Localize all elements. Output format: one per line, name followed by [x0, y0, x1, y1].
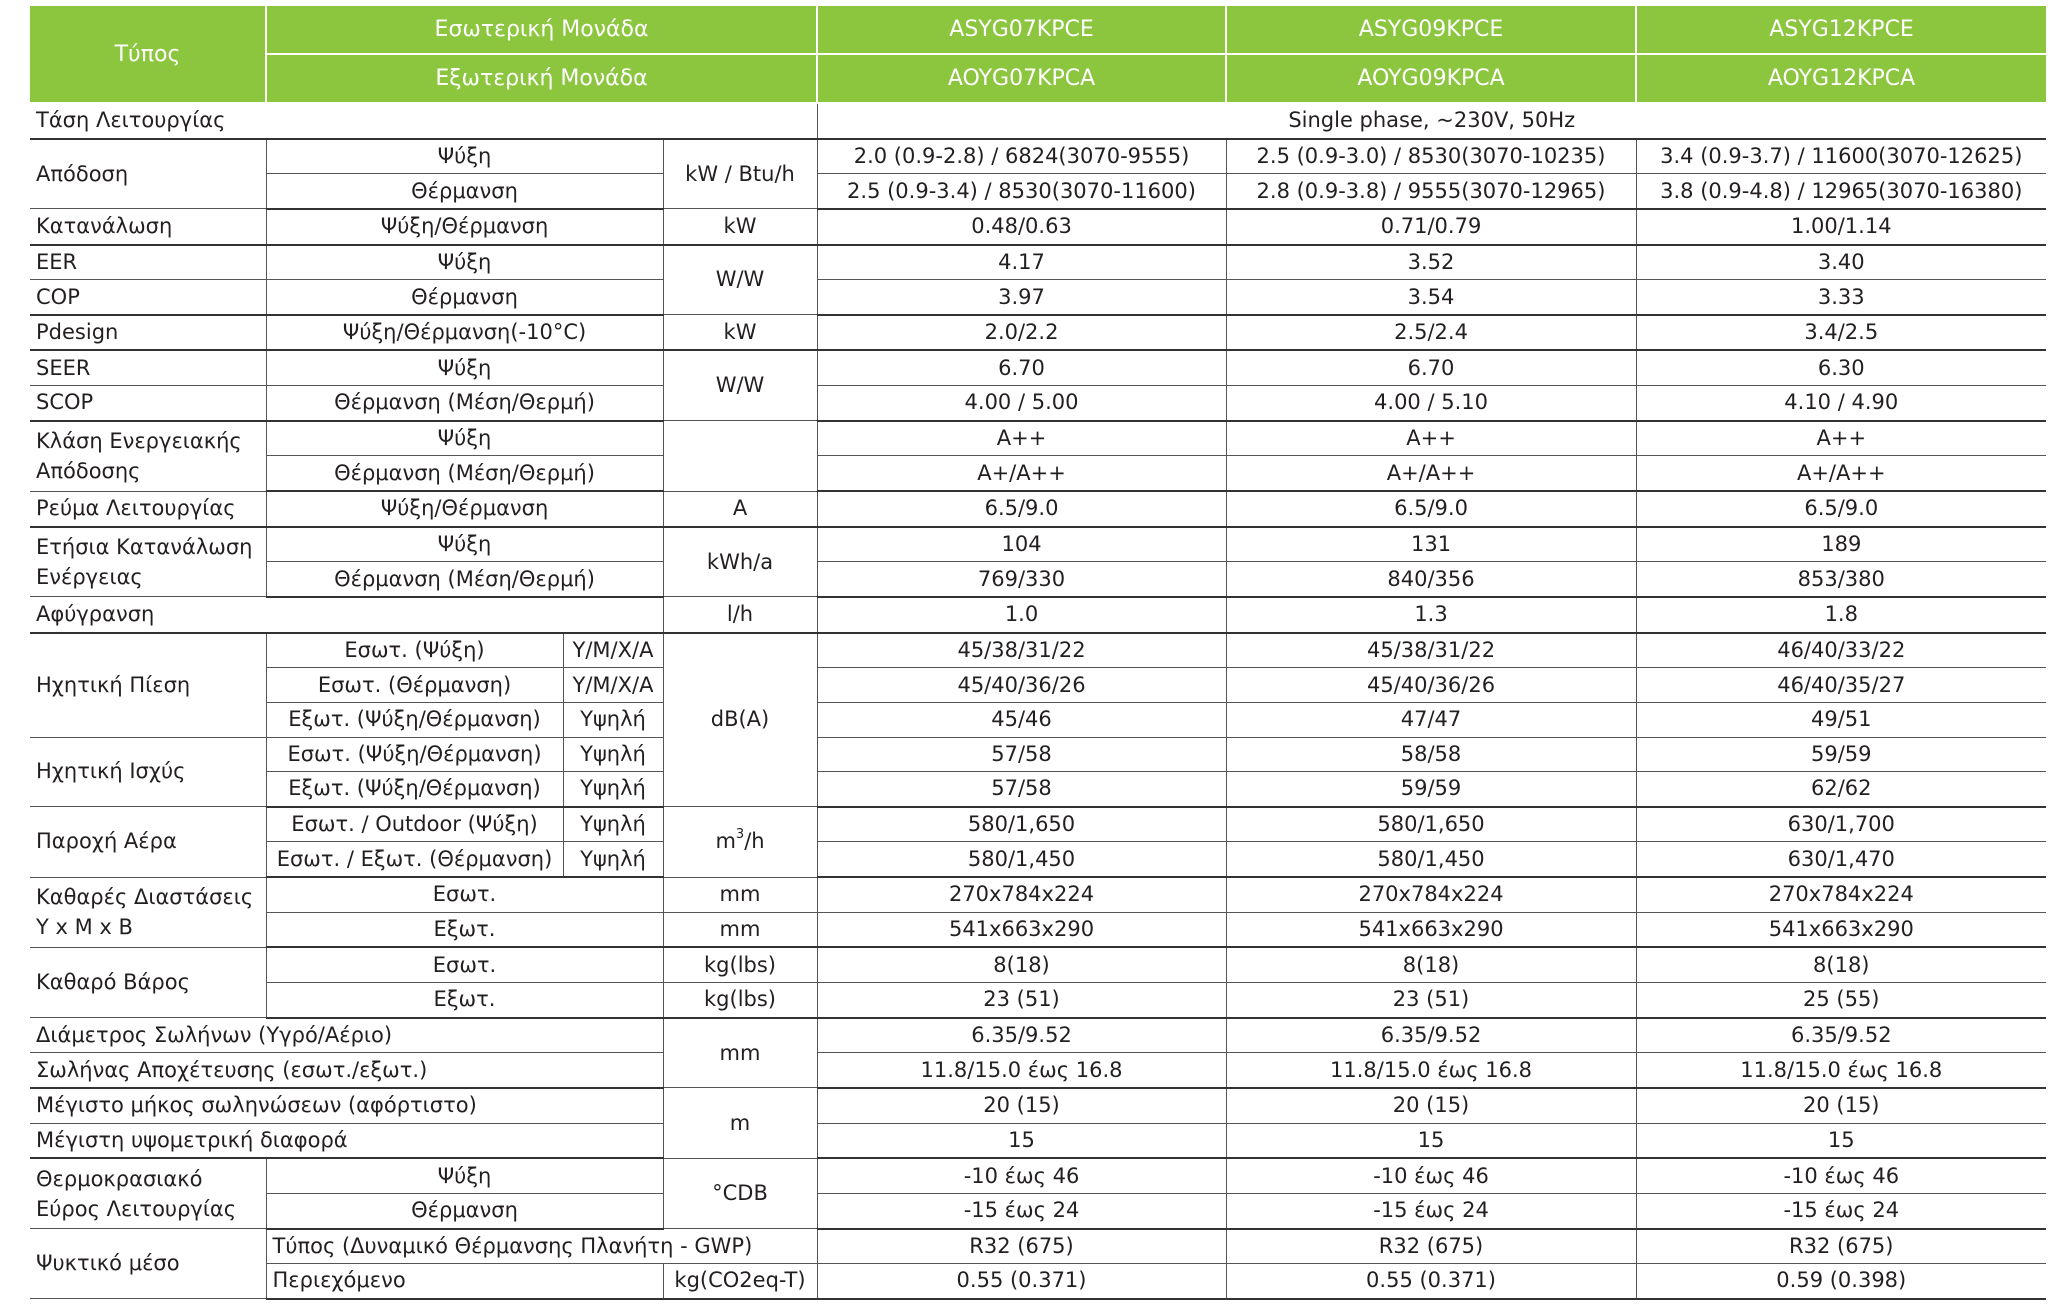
weight-indoor-unit: kg(lbs) [663, 947, 817, 982]
current-mode: Ψύξη/Θέρμανση [266, 491, 663, 527]
sound-row-1 [30, 633, 2046, 668]
indoor-unit-header: Εσωτερική Μονάδα [266, 6, 817, 54]
annual-energy-cooling-value-2: 131 [1226, 527, 1636, 562]
weight-outdoor-unit: kg(lbs) [663, 983, 817, 1018]
sound-row-3-value-3: 49/51 [1636, 702, 2046, 737]
eer-label: EER [30, 245, 266, 280]
energy-class-heating-mode: Θέρμανση (Μέση/Θερμή) [266, 456, 663, 491]
eer-mode: Ψύξη [266, 245, 663, 280]
seer-scop-unit: W/W [663, 350, 817, 420]
current-value-3: 6.5/9.0 [1636, 491, 2046, 527]
sound-row-4-value-2: 58/58 [1226, 737, 1636, 772]
sound-row-1-value-3: 46/40/33/22 [1636, 633, 2046, 668]
dehumidification-value-1: 1.0 [817, 597, 1226, 633]
operating-range-heating-value-2: -15 έως 24 [1226, 1193, 1636, 1228]
sound-row-2-level: Υ/Μ/Χ/Α [563, 668, 663, 703]
airflow-unit: $m^3/h$ [663, 807, 817, 877]
sound-row-5-value-3: 62/62 [1636, 772, 2046, 807]
operating-range-cooling-value-3: -10 έως 46 [1636, 1158, 2046, 1193]
pdesign-row [30, 315, 2046, 351]
weight-indoor-value-3: 8(18) [1636, 947, 2046, 982]
cop-value-1: 3.97 [817, 280, 1226, 315]
weight-outdoor-row [30, 983, 2046, 1018]
refrigerant-charge-value-1: 0.55 (0.371) [817, 1264, 1226, 1299]
annual-energy-cooling-value-3: 189 [1636, 527, 2046, 562]
sound-row-3-value-2: 47/47 [1226, 702, 1636, 737]
dimensions-indoor-mode: Εσωτ. [266, 877, 663, 912]
scop-row [30, 386, 2046, 421]
sound-row-4-value-3: 59/59 [1636, 737, 2046, 772]
capacity-heating-value-1: 2.5 (0.9-3.4) / 8530(3070-11600) [817, 174, 1226, 209]
dimensions-outdoor-mode: Εξωτ. [266, 912, 663, 947]
weight-indoor-mode: Εσωτ. [266, 947, 663, 982]
energy-class-cooling-value-1: A++ [817, 421, 1226, 456]
seer-label: SEER [30, 350, 266, 385]
power-input-value-1: 0.48/0.63 [817, 209, 1226, 245]
refrigerant-type-row [30, 1229, 2046, 1264]
model-outdoor-3: AOYG12KPCA [1636, 54, 2046, 103]
operating-range-heating-value-3: -15 έως 24 [1636, 1193, 2046, 1228]
seer-value-3: 6.30 [1636, 350, 2046, 385]
annual-energy-cooling-row [30, 527, 2046, 562]
dimensions-indoor-value-1: 270x784x224 [817, 877, 1226, 912]
model-outdoor-2: AOYG09KPCA [1226, 54, 1636, 103]
capacity-cooling-value-2: 2.5 (0.9-3.0) / 8530(3070-10235) [1226, 139, 1636, 174]
outdoor-unit-header: Εξωτερική Μονάδα [266, 54, 817, 103]
sound-row-5 [30, 772, 2046, 807]
sound-row-2-value-2: 45/40/36/26 [1226, 668, 1636, 703]
seer-row [30, 350, 2046, 385]
cop-label: COP [30, 280, 266, 315]
capacity-heating-value-3: 3.8 (0.9-4.8) / 12965(3070-16380) [1636, 174, 2046, 209]
energy-class-heating-row [30, 456, 2046, 491]
capacity-heating-row [30, 174, 2046, 209]
energy-class-heating-value-3: A+/A++ [1636, 456, 2046, 491]
sound-row-2 [30, 668, 2046, 703]
weight-indoor-value-1: 8(18) [817, 947, 1226, 982]
airflow-row-1-level: Υψηλή [563, 807, 663, 842]
dimensions-outdoor-value-1: 541x663x290 [817, 912, 1226, 947]
max-length-value-3: 20 (15) [1636, 1088, 2046, 1123]
max-length-label: Μέγιστο μήκος σωληνώσεων (αφόρτιστο) [30, 1088, 663, 1123]
eer-cop-unit: W/W [663, 245, 817, 315]
annual-energy-label-line2: Ενέργειας [36, 565, 143, 590]
dimensions-indoor-value-3: 270x784x224 [1636, 877, 2046, 912]
pdesign-value-3: 3.4/2.5 [1636, 315, 2046, 351]
sound-row-3-level: Υψηλή [563, 702, 663, 737]
dimensions-label-line1: Καθαρές Διαστάσεις [36, 885, 254, 910]
refrigerant-type-mode: Τύπος (Δυναμικό Θέρμανσης Πλανήτη - GWP) [266, 1229, 817, 1264]
dehumidification-label: Αφύγρανση [30, 597, 663, 633]
max-length-value-2: 20 (15) [1226, 1088, 1636, 1123]
weight-outdoor-value-1: 23 (51) [817, 983, 1226, 1018]
power-input-label: Κατανάλωση [30, 209, 266, 245]
annual-energy-cooling-value-1: 104 [817, 527, 1226, 562]
sound-row-1-value-1: 45/38/31/22 [817, 633, 1226, 668]
current-row [30, 491, 2046, 527]
airflow-row-1-value-1: 580/1,650 [817, 807, 1226, 842]
airflow-row-1 [30, 807, 2046, 842]
power-input-value-3: 1.00/1.14 [1636, 209, 2046, 245]
operating-range-unit: °CDB [663, 1158, 817, 1228]
dimensions-outdoor-value-3: 541x663x290 [1636, 912, 2046, 947]
max-height-value-3: 15 [1636, 1123, 2046, 1158]
airflow-label: Παροχή Αέρα [30, 807, 266, 877]
refrigerant-charge-unit: kg(CO2eq-T) [663, 1264, 817, 1299]
model-indoor-3: ASYG12KPCE [1636, 6, 2046, 54]
refrigerant-charge-mode: Περιεχόμενο [266, 1264, 663, 1299]
dimensions-indoor-row [30, 877, 2046, 912]
sound-row-3-mode: Εξωτ. (Ψύξη/Θέρμανση) [266, 702, 563, 737]
piping-length-unit: m [663, 1088, 817, 1158]
sound-row-1-mode: Εσωτ. (Ψύξη) [266, 633, 563, 668]
airflow-row-2-value-3: 630/1,470 [1636, 842, 2046, 877]
sound-row-2-value-1: 45/40/36/26 [817, 668, 1226, 703]
sound-row-1-level: Υ/Μ/Χ/Α [563, 633, 663, 668]
annual-energy-heating-value-2: 840/356 [1226, 562, 1636, 597]
cop-row [30, 280, 2046, 315]
power-input-mode: Ψύξη/Θέρμανση [266, 209, 663, 245]
power-input-unit: kW [663, 209, 817, 245]
airflow-row-1-mode: Εσωτ. / Outdoor (Ψύξη) [266, 807, 563, 842]
scop-value-3: 4.10 / 4.90 [1636, 386, 2046, 421]
operating-range-heating-mode: Θέρμανση [266, 1193, 663, 1228]
weight-outdoor-mode: Εξωτ. [266, 983, 663, 1018]
refrigerant-label: Ψυκτικό μέσο [30, 1229, 266, 1299]
operating-range-cooling-value-2: -10 έως 46 [1226, 1158, 1636, 1193]
dimensions-label [30, 877, 266, 947]
operating-range-heating-row [30, 1193, 2046, 1228]
eer-value-2: 3.52 [1226, 245, 1636, 280]
refrigerant-charge-value-2: 0.55 (0.371) [1226, 1264, 1636, 1299]
weight-outdoor-value-2: 23 (51) [1226, 983, 1636, 1018]
operating-range-cooling-mode: Ψύξη [266, 1158, 663, 1193]
capacity-cooling-value-3: 3.4 (0.9-3.7) / 11600(3070-12625) [1636, 139, 2046, 174]
energy-class-cooling-value-2: A++ [1226, 421, 1636, 456]
operating-range-heating-value-1: -15 έως 24 [817, 1193, 1226, 1228]
max-height-row [30, 1123, 2046, 1158]
dehumidification-value-2: 1.3 [1226, 597, 1636, 633]
sound-unit: dB(A) [663, 633, 817, 807]
annual-energy-label-line1: Ετήσια Κατανάλωση [36, 535, 253, 560]
cop-mode: Θέρμανση [266, 280, 663, 315]
eer-row [30, 245, 2046, 280]
current-label: Ρεύμα Λειτουργίας [30, 491, 266, 527]
capacity-cooling-value-1: 2.0 (0.9-2.8) / 6824(3070-9555) [817, 139, 1226, 174]
pdesign-mode: Ψύξη/Θέρμανση(-10°C) [266, 315, 663, 351]
model-indoor-2: ASYG09KPCE [1226, 6, 1636, 54]
annual-energy-unit: kWh/a [663, 527, 817, 597]
model-indoor-1: ASYG07KPCE [817, 6, 1226, 54]
drain-pipe-value-2: 11.8/15.0 έως 16.8 [1226, 1053, 1636, 1088]
max-length-value-1: 20 (15) [817, 1088, 1226, 1123]
annual-energy-heating-value-3: 853/380 [1636, 562, 2046, 597]
max-height-value-2: 15 [1226, 1123, 1636, 1158]
capacity-cooling-row [30, 139, 2046, 174]
airflow-row-2-level: Υψηλή [563, 842, 663, 877]
type-header: Τύπος [30, 6, 266, 103]
energy-class-cooling-mode: Ψύξη [266, 421, 663, 456]
scop-mode: Θέρμανση (Μέση/Θερμή) [266, 386, 663, 421]
header-row-outdoor [30, 54, 2046, 103]
drain-pipe-label: Σωλήνας Αποχέτευσης (εσωτ./εξωτ.) [30, 1053, 663, 1088]
dimensions-outdoor-value-2: 541x663x290 [1226, 912, 1636, 947]
refrigerant-type-value-3: R32 (675) [1636, 1229, 2046, 1264]
annual-energy-label [30, 527, 266, 597]
max-length-row [30, 1088, 2046, 1123]
capacity-cooling-mode: Ψύξη [266, 139, 663, 174]
energy-class-label [30, 421, 266, 491]
dimensions-label-line2: Υ x Μ x Β [36, 915, 133, 940]
pipe-diameter-row [30, 1018, 2046, 1053]
scop-value-1: 4.00 / 5.00 [817, 386, 1226, 421]
refrigerant-type-value-2: R32 (675) [1226, 1229, 1636, 1264]
pipe-diameter-value-1: 6.35/9.52 [817, 1018, 1226, 1053]
max-height-value-1: 15 [817, 1123, 1226, 1158]
sound-row-2-mode: Εσωτ. (Θέρμανση) [266, 668, 563, 703]
voltage-row [30, 103, 2046, 139]
energy-class-cooling-row [30, 421, 2046, 456]
pipes-unit: mm [663, 1018, 817, 1088]
scop-label: SCOP [30, 386, 266, 421]
operating-range-label-line1: Θερμοκρασιακό [36, 1166, 203, 1191]
airflow-row-2-value-2: 580/1,450 [1226, 842, 1636, 877]
weight-label: Καθαρό Βάρος [30, 947, 266, 1017]
sound-row-4-mode: Εσωτ. (Ψύξη/Θέρμανση) [266, 737, 563, 772]
drain-pipe-row [30, 1053, 2046, 1088]
pdesign-value-1: 2.0/2.2 [817, 315, 1226, 351]
airflow-row-1-value-2: 580/1,650 [1226, 807, 1636, 842]
energy-class-heating-value-2: A+/A++ [1226, 456, 1636, 491]
sound-row-5-value-1: 57/58 [817, 772, 1226, 807]
annual-energy-heating-row [30, 562, 2046, 597]
max-height-label: Μέγιστη υψομετρική διαφορά [30, 1123, 663, 1158]
dimensions-outdoor-unit: mm [663, 912, 817, 947]
pipe-diameter-label: Διάμετρος Σωλήνων (Υγρό/Αέριο) [30, 1018, 663, 1053]
refrigerant-charge-row [30, 1264, 2046, 1299]
dimensions-outdoor-row [30, 912, 2046, 947]
dehumidification-row [30, 597, 2046, 633]
energy-class-unit [663, 421, 817, 491]
energy-class-label-line2: Απόδοσης [36, 459, 141, 484]
cop-value-3: 3.33 [1636, 280, 2046, 315]
energy-class-heating-value-1: A+/A++ [817, 456, 1226, 491]
weight-indoor-value-2: 8(18) [1226, 947, 1636, 982]
dimensions-indoor-unit: mm [663, 877, 817, 912]
spec-table [30, 6, 2046, 1300]
pdesign-value-2: 2.5/2.4 [1226, 315, 1636, 351]
sound-row-4-level: Υψηλή [563, 737, 663, 772]
annual-energy-heating-value-1: 769/330 [817, 562, 1226, 597]
annual-energy-heating-mode: Θέρμανση (Μέση/Θερμή) [266, 562, 663, 597]
refrigerant-charge-value-3: 0.59 (0.398) [1636, 1264, 2046, 1299]
airflow-row-2-value-1: 580/1,450 [817, 842, 1226, 877]
seer-value-1: 6.70 [817, 350, 1226, 385]
sound-row-5-level: Υψηλή [563, 772, 663, 807]
pipe-diameter-value-3: 6.35/9.52 [1636, 1018, 2046, 1053]
airflow-row-1-value-3: 630/1,700 [1636, 807, 2046, 842]
refrigerant-type-value-1: R32 (675) [817, 1229, 1226, 1264]
current-value-2: 6.5/9.0 [1226, 491, 1636, 527]
model-outdoor-1: AOYG07KPCA [817, 54, 1226, 103]
seer-mode: Ψύξη [266, 350, 663, 385]
airflow-row-2 [30, 842, 2046, 877]
cop-value-2: 3.54 [1226, 280, 1636, 315]
current-unit: A [663, 491, 817, 527]
operating-range-label [30, 1158, 266, 1228]
sound-row-1-value-2: 45/38/31/22 [1226, 633, 1636, 668]
drain-pipe-value-3: 11.8/15.0 έως 16.8 [1636, 1053, 2046, 1088]
airflow-row-2-mode: Εσωτ. / Εξωτ. (Θέρμανση) [266, 842, 563, 877]
pdesign-unit: kW [663, 315, 817, 351]
operating-range-cooling-value-1: -10 έως 46 [817, 1158, 1226, 1193]
header-row-indoor [30, 6, 2046, 54]
power-input-row [30, 209, 2046, 245]
dehumidification-unit: l/h [663, 597, 817, 633]
pipe-diameter-value-2: 6.35/9.52 [1226, 1018, 1636, 1053]
eer-value-1: 4.17 [817, 245, 1226, 280]
capacity-label: Απόδοση [30, 139, 266, 209]
seer-value-2: 6.70 [1226, 350, 1636, 385]
drain-pipe-value-1: 11.8/15.0 έως 16.8 [817, 1053, 1226, 1088]
weight-indoor-row [30, 947, 2046, 982]
current-value-1: 6.5/9.0 [817, 491, 1226, 527]
capacity-heating-value-2: 2.8 (0.9-3.8) / 9555(3070-12965) [1226, 174, 1636, 209]
sound-power-label: Ηχητική Ισχύς [30, 737, 266, 807]
operating-range-cooling-row [30, 1158, 2046, 1193]
sound-row-5-value-2: 59/59 [1226, 772, 1636, 807]
power-input-value-2: 0.71/0.79 [1226, 209, 1636, 245]
sound-row-3-value-1: 45/46 [817, 702, 1226, 737]
eer-value-3: 3.40 [1636, 245, 2046, 280]
dehumidification-value-3: 1.8 [1636, 597, 2046, 633]
sound-pressure-label: Ηχητική Πίεση [30, 633, 266, 737]
annual-energy-cooling-mode: Ψύξη [266, 527, 663, 562]
sound-row-2-value-3: 46/40/35/27 [1636, 668, 2046, 703]
sound-row-3 [30, 702, 2046, 737]
sound-row-4-value-1: 57/58 [817, 737, 1226, 772]
scop-value-2: 4.00 / 5.10 [1226, 386, 1636, 421]
voltage-value: Single phase, ~230V, 50Hz [817, 103, 2046, 139]
capacity-unit: kW / Btu/h [663, 139, 817, 209]
energy-class-label-line1: Κλάση Ενεργειακής [36, 429, 242, 454]
capacity-heating-mode: Θέρμανση [266, 174, 663, 209]
pdesign-label: Pdesign [30, 315, 266, 351]
voltage-label: Τάση Λειτουργίας [30, 103, 817, 139]
energy-class-cooling-value-3: A++ [1636, 421, 2046, 456]
dimensions-indoor-value-2: 270x784x224 [1226, 877, 1636, 912]
weight-outdoor-value-3: 25 (55) [1636, 983, 2046, 1018]
sound-row-4 [30, 737, 2046, 772]
sound-row-5-mode: Εξωτ. (Ψύξη/Θέρμανση) [266, 772, 563, 807]
operating-range-label-line2: Εύρος Λειτουργίας [36, 1196, 237, 1221]
